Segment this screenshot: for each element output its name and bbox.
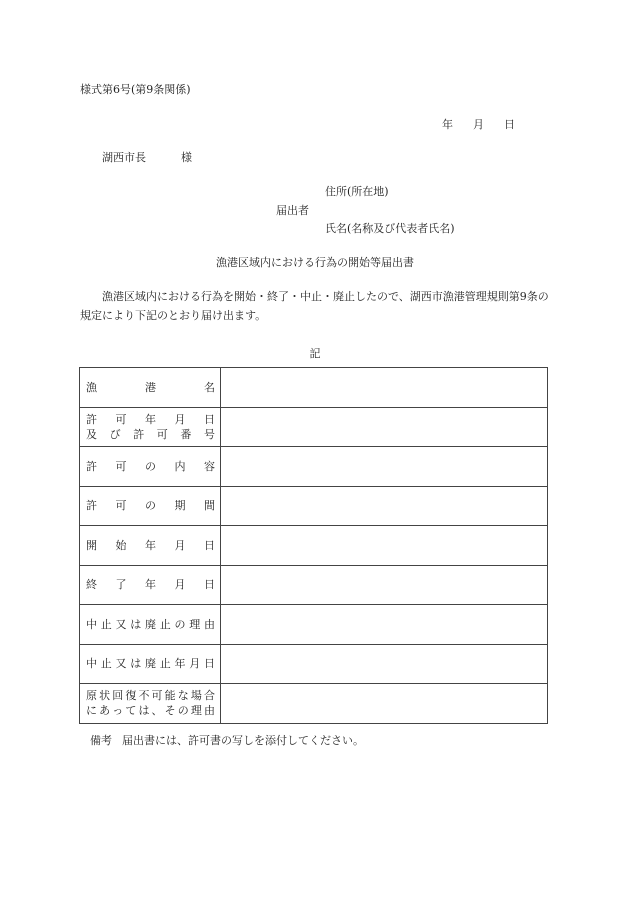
row-value-field[interactable] bbox=[221, 526, 548, 566]
table-row bbox=[80, 605, 548, 645]
table-row bbox=[80, 447, 548, 487]
row-label-line: 許 可 の 期 間 bbox=[86, 499, 215, 513]
row-label bbox=[80, 447, 221, 487]
row-label bbox=[80, 605, 221, 645]
row-value-field[interactable] bbox=[221, 565, 548, 605]
form-number: 様式第6号(第9条関係) bbox=[80, 83, 191, 96]
table-row bbox=[80, 526, 548, 566]
row-value-field[interactable] bbox=[221, 407, 548, 447]
table-row bbox=[80, 486, 548, 526]
row-label-line: 中 止 又 は 廃 止 年 月 日 bbox=[86, 657, 215, 671]
row-label-line: 原 状 回 復 不 可 能 な 場 合 bbox=[86, 689, 215, 703]
form-table bbox=[79, 367, 548, 724]
row-value-field[interactable] bbox=[221, 447, 548, 487]
row-label-line: 許 可 の 内 容 bbox=[86, 459, 215, 473]
date-month: 月 bbox=[473, 118, 484, 131]
document-title: 漁港区域内における行為の開始等届出書 bbox=[216, 256, 414, 269]
row-label-line: 及 び 許 可 番 号 bbox=[86, 427, 215, 441]
row-value-field[interactable] bbox=[221, 684, 548, 724]
notifier-name-label: 氏名(名称及び代表者氏名) bbox=[325, 222, 455, 235]
date-day: 日 bbox=[504, 118, 515, 131]
row-value-field[interactable] bbox=[221, 644, 548, 684]
addressee-honorific: 様 bbox=[181, 151, 192, 164]
table-row bbox=[80, 407, 548, 447]
remarks bbox=[90, 732, 364, 748]
row-label bbox=[80, 368, 221, 408]
row-value-field[interactable] bbox=[221, 486, 548, 526]
table-row bbox=[80, 368, 548, 408]
row-value-field[interactable] bbox=[221, 605, 548, 645]
ki-label: 記 bbox=[309, 347, 321, 360]
row-label bbox=[80, 486, 221, 526]
date-year: 年 bbox=[442, 118, 453, 131]
row-label bbox=[80, 407, 221, 447]
row-label-line: 中 止 又 は 廃 止 の 理 由 bbox=[86, 617, 215, 631]
table-row bbox=[80, 644, 548, 684]
row-label bbox=[80, 526, 221, 566]
addressee-name: 湖西市長 bbox=[102, 151, 146, 164]
table-row bbox=[80, 684, 548, 724]
addressee bbox=[102, 149, 192, 165]
row-label bbox=[80, 684, 221, 724]
table-row bbox=[80, 565, 548, 605]
row-label bbox=[80, 565, 221, 605]
date-line bbox=[442, 116, 515, 132]
notifier-label: 届出者 bbox=[276, 204, 309, 217]
remarks-text: 届出書には、許可書の写しを添付してください。 bbox=[122, 734, 364, 747]
row-label-line: 開 始 年 月 日 bbox=[86, 538, 215, 552]
notifier-address-label: 住所(所在地) bbox=[325, 185, 389, 198]
remarks-head: 備考 bbox=[90, 734, 112, 747]
row-label bbox=[80, 644, 221, 684]
row-label-line: 漁 港 名 bbox=[86, 380, 215, 394]
row-label-line: 終 了 年 月 日 bbox=[86, 578, 215, 592]
row-label-line: 許 可 年 月 日 bbox=[86, 412, 215, 426]
row-label-line: に あ っ て は 、 そ の 理 由 bbox=[86, 704, 215, 718]
row-value-field[interactable] bbox=[221, 368, 548, 408]
body-text: 漁港区域内における行為を開始・終了・中止・廃止したので、湖西市漁港管理規則第9条の規定により下記のとおり届け出ます。 bbox=[80, 290, 549, 322]
